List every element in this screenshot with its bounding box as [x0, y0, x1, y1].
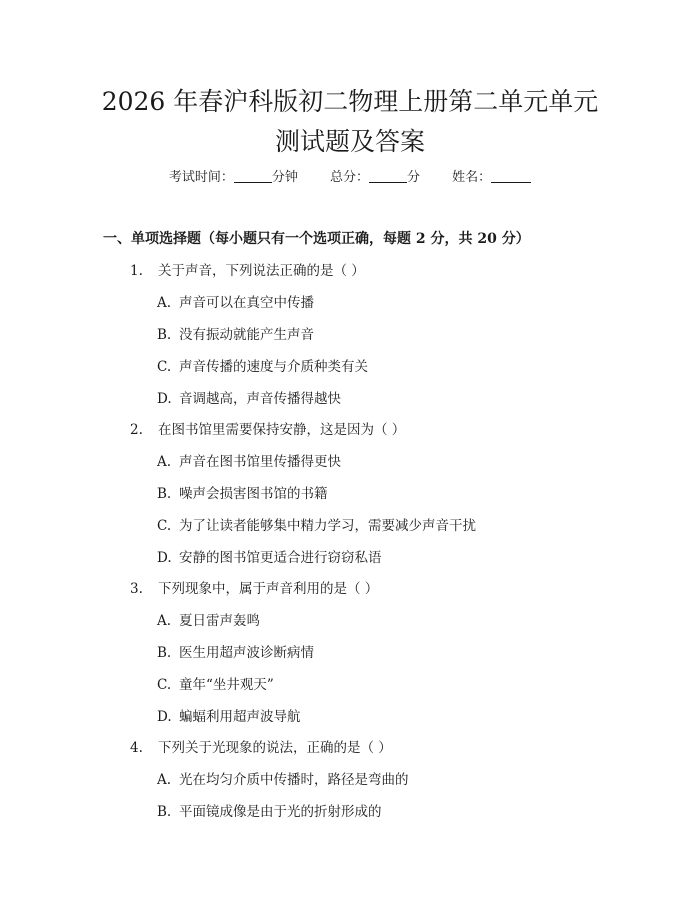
question-3-option-a	[157, 611, 260, 631]
section-heading: 一、单项选择题（每小题只有一个选项正确，每题 2 分，共 20 分）	[103, 231, 530, 247]
option-letter: B.	[157, 327, 172, 343]
question-3-option-d	[157, 707, 301, 727]
exam-time-blank	[234, 168, 272, 183]
option-letter: C.	[157, 359, 172, 375]
exam-time-field	[169, 168, 298, 188]
question-3	[130, 579, 378, 599]
question-number: 1.	[130, 263, 143, 279]
total-score-label: 总分：	[329, 170, 369, 185]
page-title-line-2: 测试题及答案	[274, 127, 425, 156]
total-score-blank	[369, 168, 407, 183]
option-letter: A.	[157, 295, 172, 311]
option-text: 音调越高，声音传播得越快	[179, 391, 341, 407]
option-letter: D.	[157, 550, 172, 566]
total-score-unit: 分	[407, 170, 421, 185]
question-2-option-b	[157, 484, 328, 504]
page-title-line-1: 2026 年春沪科版初二物理上册第二单元单元	[101, 87, 599, 116]
question-2-option-d	[157, 548, 382, 568]
option-letter: A.	[157, 454, 172, 470]
question-2-option-c	[157, 516, 476, 536]
exam-info-row	[0, 168, 700, 188]
option-text: 声音传播的速度与介质种类有关	[179, 359, 368, 375]
option-text: 蝙蝠利用超声波导航	[179, 709, 301, 725]
question-1-option-c	[157, 357, 368, 377]
question-2	[130, 420, 405, 440]
question-number: 2.	[130, 422, 143, 438]
option-text: 平面镜成像是由于光的折射形成的	[179, 804, 382, 820]
question-2-option-a	[157, 452, 341, 472]
question-text: 下列关于光现象的说法，正确的是（ ）	[158, 740, 392, 756]
option-letter: C.	[157, 677, 172, 693]
option-letter: A.	[157, 613, 172, 629]
question-1-option-b	[157, 325, 314, 345]
student-name-label: 姓名：	[452, 170, 492, 185]
question-1-option-a	[157, 293, 314, 313]
option-text: 安静的图书馆更适合进行窃窃私语	[179, 550, 382, 566]
option-text: 声音可以在真空中传播	[179, 295, 314, 311]
student-name-blank	[491, 168, 531, 183]
exam-time-unit: 分钟	[271, 170, 298, 185]
total-score-field	[330, 168, 420, 188]
option-letter: B.	[157, 804, 172, 820]
option-text: 为了让读者能够集中精力学习，需要减少声音干扰	[179, 518, 476, 534]
option-text: 医生用超声波诊断病情	[179, 645, 314, 661]
option-text: 光在均匀介质中传播时，路径是弯曲的	[179, 772, 409, 788]
question-4-option-b	[157, 802, 382, 822]
question-3-option-b	[157, 643, 314, 663]
option-letter: B.	[157, 486, 172, 502]
question-4	[130, 738, 392, 758]
option-letter: D.	[157, 709, 172, 725]
option-text: 童年“坐井观天”	[179, 677, 274, 693]
question-text: 下列现象中，属于声音利用的是（ ）	[158, 581, 379, 597]
option-letter: C.	[157, 518, 172, 534]
option-letter: A.	[157, 772, 172, 788]
question-1-option-d	[157, 389, 341, 409]
question-4-option-a	[157, 770, 409, 790]
question-3-option-c	[157, 675, 274, 695]
option-text: 噪声会损害图书馆的书籍	[179, 486, 328, 502]
question-number: 4.	[130, 740, 143, 756]
exam-time-label: 考试时间：	[168, 170, 234, 185]
question-1	[130, 261, 365, 281]
option-text: 声音在图书馆里传播得更快	[179, 454, 341, 470]
question-number: 3.	[130, 581, 143, 597]
option-text: 没有振动就能产生声音	[179, 327, 314, 343]
option-letter: D.	[157, 391, 172, 407]
question-text: 关于声音，下列说法正确的是（ ）	[158, 263, 365, 279]
option-text: 夏日雷声轰鸣	[179, 613, 260, 629]
student-name-field	[452, 168, 531, 188]
option-letter: B.	[157, 645, 172, 661]
question-text: 在图书馆里需要保持安静，这是因为（ ）	[158, 422, 406, 438]
